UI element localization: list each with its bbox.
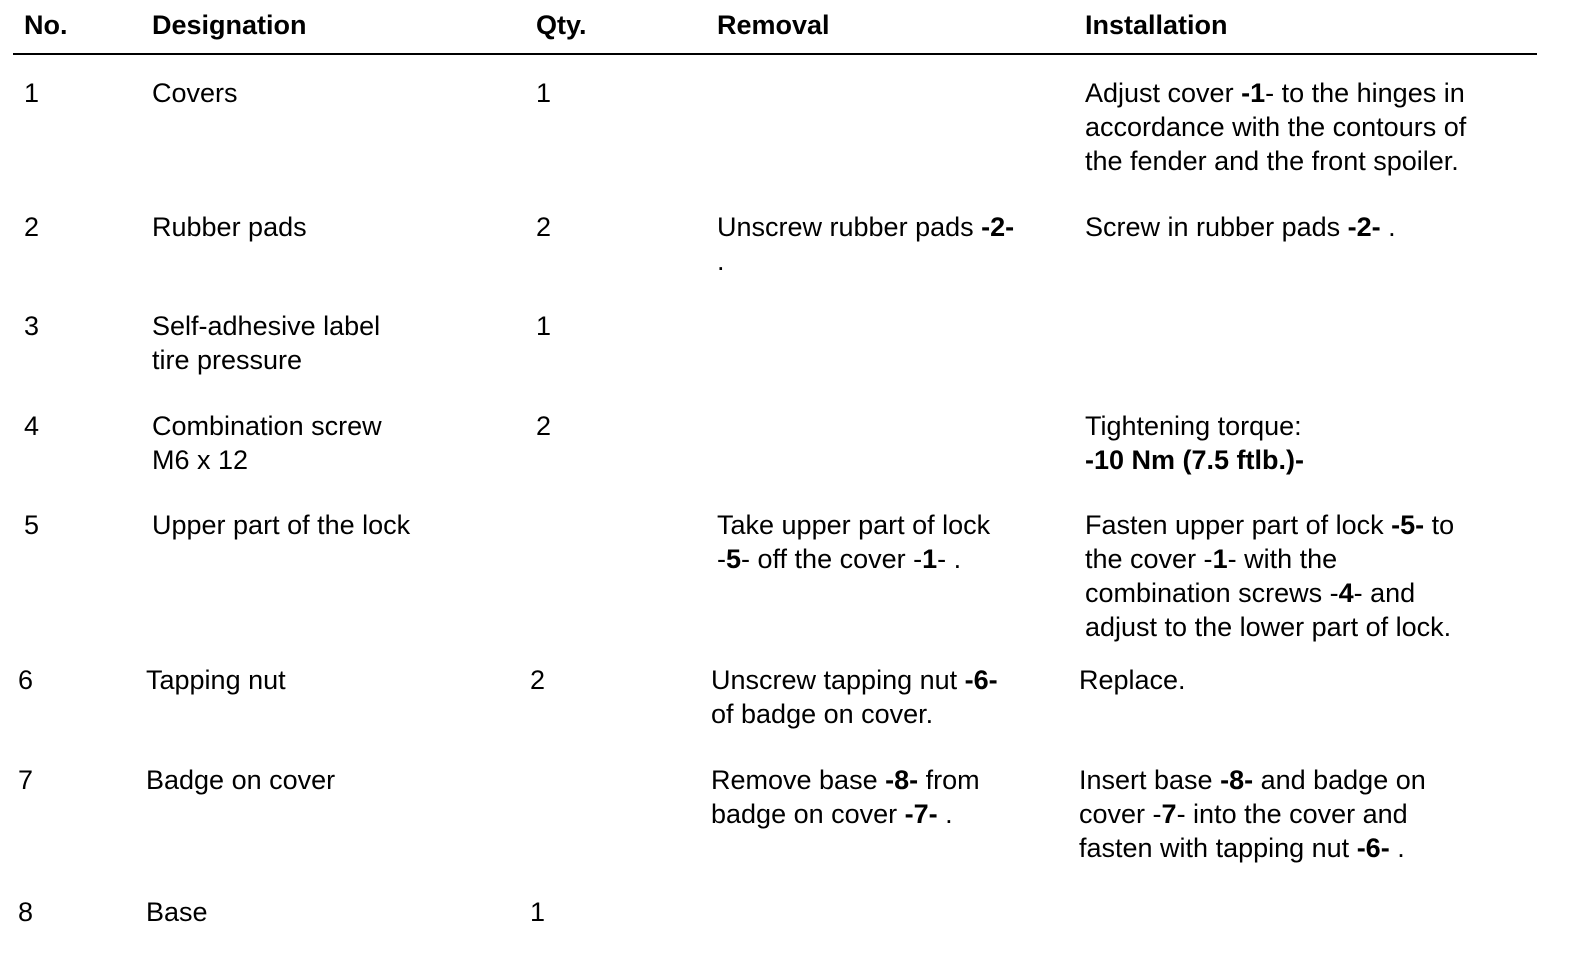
row-designation (152, 508, 410, 542)
part-reference: 1 (1212, 544, 1228, 574)
row-removal (717, 210, 1014, 278)
row-installation (1085, 210, 1396, 244)
row-qty: 1 (536, 78, 552, 108)
row-removal (711, 663, 998, 731)
removal-line (711, 763, 980, 797)
text-segment: Insert base (1079, 765, 1221, 795)
removal-line (717, 244, 1014, 278)
installation-line (1085, 508, 1454, 542)
text-segment: . (717, 246, 725, 276)
row-qty: 1 (536, 311, 552, 341)
row-designation (146, 663, 286, 697)
row-designation (146, 895, 208, 929)
text-segment: Tightening torque: (1085, 411, 1302, 441)
installation-line (1079, 663, 1186, 697)
row-qty: 2 (530, 665, 546, 695)
removal-line (711, 797, 980, 831)
row-installation (1079, 763, 1426, 865)
text-segment: adjust to the lower part of lock. (1085, 612, 1452, 642)
installation-line (1085, 576, 1454, 610)
row-number: 8 (18, 897, 34, 927)
designation-line: M6 x 12 (152, 445, 249, 475)
installation-line (1085, 210, 1396, 244)
row-qty: 1 (530, 897, 546, 927)
row-number: 5 (24, 510, 40, 540)
row-qty: 2 (536, 411, 552, 441)
part-reference: -8- (885, 765, 919, 795)
designation-line: Covers (152, 78, 238, 108)
text-segment: from (918, 765, 980, 795)
part-reference: -5- (1391, 510, 1425, 540)
installation-line (1085, 144, 1466, 178)
text-segment: fasten with tapping nut (1079, 833, 1357, 863)
installation-line (1079, 797, 1426, 831)
row-removal (717, 508, 990, 576)
row-designation (152, 76, 238, 110)
text-segment: of badge on cover. (711, 699, 934, 729)
part-reference: -6- (1356, 833, 1390, 863)
text-segment: Unscrew tapping nut (711, 665, 965, 695)
text-segment: . (1389, 833, 1405, 863)
text-segment: to (1424, 510, 1455, 540)
text-segment: Unscrew rubber pads (717, 212, 982, 242)
part-reference: -2- (981, 212, 1015, 242)
installation-line (1079, 831, 1426, 865)
text-segment: - (717, 544, 726, 574)
header-qty: Qty. (536, 10, 587, 40)
installation-line (1085, 110, 1466, 144)
row-removal (711, 763, 980, 831)
text-segment: combination screws - (1085, 578, 1339, 608)
text-segment: and badge on (1253, 765, 1426, 795)
removal-line (717, 210, 1014, 244)
text-segment: Adjust cover (1085, 78, 1242, 108)
designation-line: Self-adhesive label (152, 311, 381, 341)
part-reference: 5 (726, 544, 742, 574)
designation-line: Tapping nut (146, 665, 286, 695)
row-designation (152, 210, 307, 244)
row-installation (1079, 663, 1186, 697)
text-segment: Take upper part of lock (717, 510, 991, 540)
row-number: 4 (24, 411, 40, 441)
removal-line (711, 697, 998, 731)
text-segment: the fender and the front spoiler. (1085, 146, 1459, 176)
header-installation: Installation (1085, 10, 1228, 40)
part-reference: -1 (1241, 78, 1266, 108)
row-qty: 2 (536, 212, 552, 242)
text-segment: . (937, 799, 953, 829)
part-reference: 7 (1161, 799, 1177, 829)
header-no: No. (24, 10, 68, 40)
row-number: 3 (24, 311, 40, 341)
part-reference: -7- (904, 799, 938, 829)
text-segment: the cover - (1085, 544, 1213, 574)
text-segment: - to the hinges in (1265, 78, 1465, 108)
row-designation (152, 409, 382, 477)
text-segment: - with the (1227, 544, 1338, 574)
text-segment: - off the cover - (741, 544, 923, 574)
text-segment: Replace. (1079, 665, 1186, 695)
text-segment: Remove base (711, 765, 886, 795)
installation-line (1079, 763, 1426, 797)
part-reference: -10 Nm (7.5 ftlb.)- (1085, 445, 1305, 475)
header-designation: Designation (152, 10, 307, 40)
part-reference: -2- (1347, 212, 1381, 242)
row-installation (1085, 409, 1304, 477)
row-installation (1085, 76, 1466, 178)
removal-line (717, 508, 990, 542)
text-segment: - and (1353, 578, 1416, 608)
part-reference: -6- (964, 665, 998, 695)
text-segment: Fasten upper part of lock (1085, 510, 1392, 540)
designation-line: Rubber pads (152, 212, 307, 242)
text-segment: - . (937, 544, 962, 574)
designation-line: Upper part of the lock (152, 510, 411, 540)
row-number: 2 (24, 212, 40, 242)
part-reference: 1 (922, 544, 938, 574)
text-segment: Screw in rubber pads (1085, 212, 1348, 242)
installation-line (1085, 76, 1466, 110)
installation-line (1085, 443, 1304, 477)
row-number: 1 (24, 78, 40, 108)
row-installation (1085, 508, 1454, 644)
designation-line: Combination screw (152, 411, 382, 441)
text-segment: . (1380, 212, 1396, 242)
installation-line (1085, 610, 1454, 644)
designation-line: tire pressure (152, 345, 303, 375)
row-designation (152, 309, 380, 377)
text-segment: accordance with the contours of (1085, 112, 1467, 142)
header-divider (13, 53, 1537, 55)
text-segment: badge on cover (711, 799, 905, 829)
row-number: 6 (18, 665, 34, 695)
row-number: 7 (18, 765, 34, 795)
row-designation (146, 763, 335, 797)
header-removal: Removal (717, 10, 830, 40)
designation-line: Badge on cover (146, 765, 336, 795)
part-reference: 4 (1338, 578, 1354, 608)
removal-line (711, 663, 998, 697)
part-reference: -8- (1220, 765, 1254, 795)
text-segment: - into the cover and (1176, 799, 1408, 829)
text-segment: cover - (1079, 799, 1162, 829)
installation-line (1085, 409, 1304, 443)
removal-line (717, 542, 990, 576)
installation-line (1085, 542, 1454, 576)
designation-line: Base (146, 897, 208, 927)
